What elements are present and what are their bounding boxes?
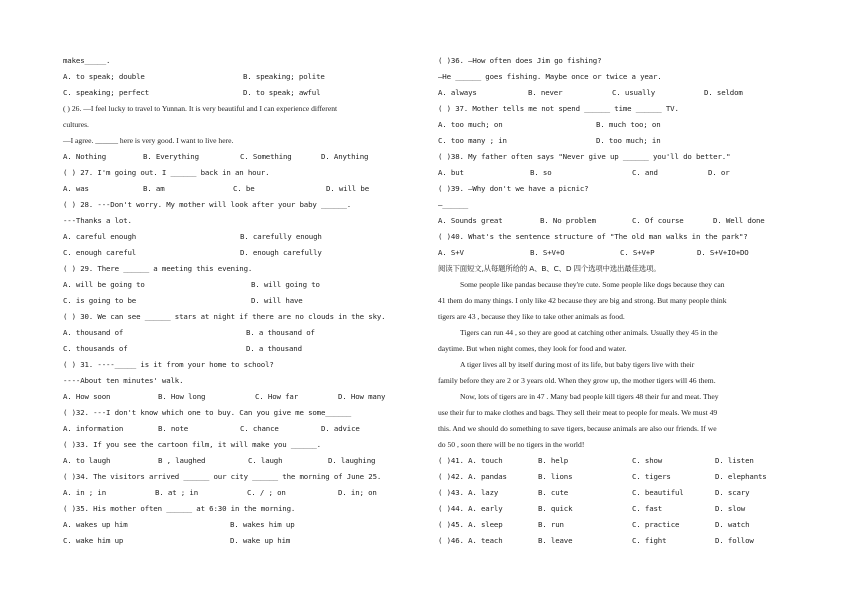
option-row (63, 341, 393, 357)
answer-option: B. help (538, 456, 569, 465)
answer-option: A. but (438, 168, 464, 177)
answer-option: A. S+V (438, 248, 464, 257)
text-line: 阅读下面短文,从每题所给的 A、B、C、D 四个选项中选出最佳选项。 (438, 264, 661, 273)
answer-option: ( )43. A. lazy (438, 488, 499, 497)
answer-option: D. will have (251, 296, 303, 305)
option-row (438, 517, 798, 533)
answer-option: D. advice (321, 424, 360, 433)
answer-option: D. in; on (338, 488, 377, 497)
answer-option: D. wake up him (230, 536, 291, 545)
answer-option: D. Well done (713, 216, 765, 225)
answer-option: C. practice (632, 520, 680, 529)
text-line: cultures. (63, 120, 89, 129)
answer-option: A. Nothing (63, 152, 106, 161)
answer-option: D. to speak; awful (243, 88, 321, 97)
answer-option: D. will be (326, 184, 369, 193)
answer-option: D. listen (715, 456, 754, 465)
answer-option: C. / ; on (247, 488, 286, 497)
option-row (63, 245, 393, 261)
answer-option: B. am (143, 184, 165, 193)
answer-option: A. How soon (63, 392, 111, 401)
option-row (438, 501, 798, 517)
text-line: ( )32. ---I don't know which one to buy. Can you give me some______ (63, 408, 352, 417)
option-row (63, 293, 393, 309)
option-row (63, 453, 393, 469)
text-line: ( )35. His mother often ______ at 6:30 in the morning. (63, 504, 296, 513)
text-line: ( ) 26. —I feel lucky to travel to Yunnan. It is very beautiful and I can experience different (63, 104, 338, 113)
text-line: do 50 , soon there will be no tigers in the world! (438, 440, 585, 449)
answer-option: A. thousand of (63, 328, 124, 337)
answer-option: C. too many ; in (438, 136, 507, 145)
text-line: makes_____. (63, 56, 111, 65)
option-row (63, 421, 393, 437)
text-line: ( ) 31. ----_____ is it from your home to school? (63, 360, 274, 369)
text-line: ( ) 37. Mother tells me not spend ______ time ______ TV. (438, 104, 679, 113)
answer-option: B. carefully enough (240, 232, 322, 241)
answer-option: C. Of course (632, 216, 684, 225)
answer-option: C. wake him up (63, 536, 124, 545)
answer-option: A. was (63, 184, 89, 193)
option-row (438, 469, 798, 485)
answer-option: D. slow (715, 504, 746, 513)
text-line: —I agree. ______ here is very good. I want to live here. (63, 136, 234, 145)
answer-option: D. follow (715, 536, 754, 545)
text-line: ( )40. What's the sentence structure of "The old man walks in the park"? (438, 232, 748, 241)
text-line: Tigers can run 44 , so they are good at catching other animals. Usually they 45 in the (460, 328, 718, 337)
right-column (438, 53, 798, 549)
answer-option: B. How long (158, 392, 206, 401)
option-row (63, 533, 393, 549)
answer-option: ( )41. A. touch (438, 456, 503, 465)
answer-option: B. never (528, 88, 563, 97)
option-row (63, 277, 393, 293)
answer-option: B. a thousand of (246, 328, 315, 337)
answer-option: B. leave (538, 536, 573, 545)
answer-option: A. to speak; double (63, 72, 145, 81)
text-line: Some people like pandas because they're cute. Some people like dogs because they can (460, 280, 725, 289)
text-line: family before they are 2 or 3 years old. When they grow up, the mother tigers will 46 them. (438, 376, 716, 385)
answer-option: B. at ; in (155, 488, 198, 497)
text-line: ( )38. My father often says "Never give up ______ you'll do better." (438, 152, 731, 161)
answer-option: B. much too; on (596, 120, 661, 129)
answer-option: C. speaking; perfect (63, 88, 149, 97)
answer-option: B. speaking; polite (243, 72, 325, 81)
option-row (63, 149, 393, 165)
text-line: daytime. But when night comes, they look for food and water. (438, 344, 627, 353)
answer-option: D. a thousand (246, 344, 302, 353)
answer-option: B. cute (538, 488, 569, 497)
option-row (63, 69, 393, 85)
answer-option: ( )44. A. early (438, 504, 503, 513)
option-row (63, 85, 393, 101)
answer-option: A. to laugh (63, 456, 111, 465)
answer-option: B , laughed (158, 456, 206, 465)
answer-option: C. How far (255, 392, 298, 401)
answer-option: C. thousands of (63, 344, 128, 353)
text-line: ( )39. —Why don't we have a picnic? (438, 184, 589, 193)
answer-option: D. S+V+IO+DO (697, 248, 749, 257)
text-line: ( )34. The visitors arrived ______ our city ______ the morning of June 25. (63, 472, 382, 481)
text-line: ( ) 30. We can see ______ stars at night if there are no clouds in the sky. (63, 312, 386, 321)
answer-option: C. S+V+P (620, 248, 655, 257)
option-row (63, 229, 393, 245)
answer-option: A. always (438, 88, 477, 97)
answer-option: C. beautiful (632, 488, 684, 497)
answer-option: C. is going to be (63, 296, 137, 305)
answer-option: C. chance (240, 424, 279, 433)
answer-option: C. usually (612, 88, 655, 97)
text-line: ( ) 27. I'm going out. I ______ back in an hour. (63, 168, 270, 177)
answer-option: B. S+V+O (530, 248, 565, 257)
text-line: use their fur to make clothes and bags. They sell their meat to people for meals. We must 49 (438, 408, 718, 417)
answer-option: A. too much; on (438, 120, 503, 129)
answer-option: C. enough careful (63, 248, 137, 257)
answer-option: C. laugh (248, 456, 283, 465)
answer-option: D. enough carefully (240, 248, 322, 257)
answer-option: C. and (632, 168, 658, 177)
answer-option: D. seldom (704, 88, 743, 97)
text-line: this. And we should do something to save tigers, because animals are also our friends. If we (438, 424, 717, 433)
answer-option: A. information (63, 424, 124, 433)
answer-option: A. in ; in (63, 488, 106, 497)
answer-option: B. Everything (143, 152, 199, 161)
answer-option: D. How many (338, 392, 386, 401)
answer-option: C. fight (632, 536, 667, 545)
option-row (63, 517, 393, 533)
answer-option: B. run (538, 520, 564, 529)
text-line: 41 them do many things. I only like 42 because they are big and strong. But many people think (438, 296, 727, 305)
answer-option: D. too much; in (596, 136, 661, 145)
option-row (438, 85, 798, 101)
text-line: ---Thanks a lot. (63, 216, 132, 225)
option-row (438, 213, 798, 229)
option-row (438, 453, 798, 469)
answer-option: B. quick (538, 504, 573, 513)
option-row (438, 485, 798, 501)
answer-option: D. laughing (328, 456, 376, 465)
answer-option: D. or (708, 168, 730, 177)
answer-option: C. show (632, 456, 663, 465)
answer-option: C. fast (632, 504, 663, 513)
answer-option: D. scary (715, 488, 750, 497)
text-line: —______ (438, 200, 469, 209)
answer-option: B. wakes him up (230, 520, 295, 529)
option-row (438, 165, 798, 181)
text-line: ( )36. —How often does Jim go fishing? (438, 56, 602, 65)
option-row (63, 389, 393, 405)
answer-option: D. watch (715, 520, 750, 529)
option-row (438, 245, 798, 261)
answer-option: B. will going to (251, 280, 320, 289)
answer-option: B. so (530, 168, 552, 177)
option-row (438, 117, 798, 133)
answer-option: B. lions (538, 472, 573, 481)
option-row (63, 325, 393, 341)
answer-option: A. Sounds great (438, 216, 503, 225)
answer-option: ( )45. A. sleep (438, 520, 503, 529)
answer-option: C. Something (240, 152, 292, 161)
text-line: tigers are 43 , because they like to take other animals as food. (438, 312, 625, 321)
option-row (63, 181, 393, 197)
text-line: ( ) 29. There ______ a meeting this evening. (63, 264, 253, 273)
answer-option: D. elephants (715, 472, 767, 481)
text-line: ----About ten minutes' walk. (63, 376, 184, 385)
answer-option: C. be (233, 184, 255, 193)
answer-option: D. Anything (321, 152, 369, 161)
text-line: ( )33. If you see the cartoon film, it will make you ______. (63, 440, 321, 449)
answer-option: C. tigers (632, 472, 671, 481)
option-row (438, 133, 798, 149)
answer-option: ( )42. A. pandas (438, 472, 507, 481)
option-row (63, 485, 393, 501)
answer-option: ( )46. A. teach (438, 536, 503, 545)
text-line: Now, lots of tigers are in 47 . Many bad people kill tigers 48 their fur and meat. They (460, 392, 719, 401)
text-line: A tiger lives all by itself during most of its life, but baby tigers live with their (460, 360, 695, 369)
answer-option: A. careful enough (63, 232, 137, 241)
option-row (438, 533, 798, 549)
answer-option: A. will be going to (63, 280, 145, 289)
answer-option: B. note (158, 424, 189, 433)
text-line: —He ______ goes fishing. Maybe once or twice a year. (438, 72, 662, 81)
answer-option: B. No problem (540, 216, 596, 225)
answer-option: A. wakes up him (63, 520, 128, 529)
text-line: ( ) 28. ---Don't worry. My mother will look after your baby ______. (63, 200, 352, 209)
left-column (63, 53, 393, 549)
